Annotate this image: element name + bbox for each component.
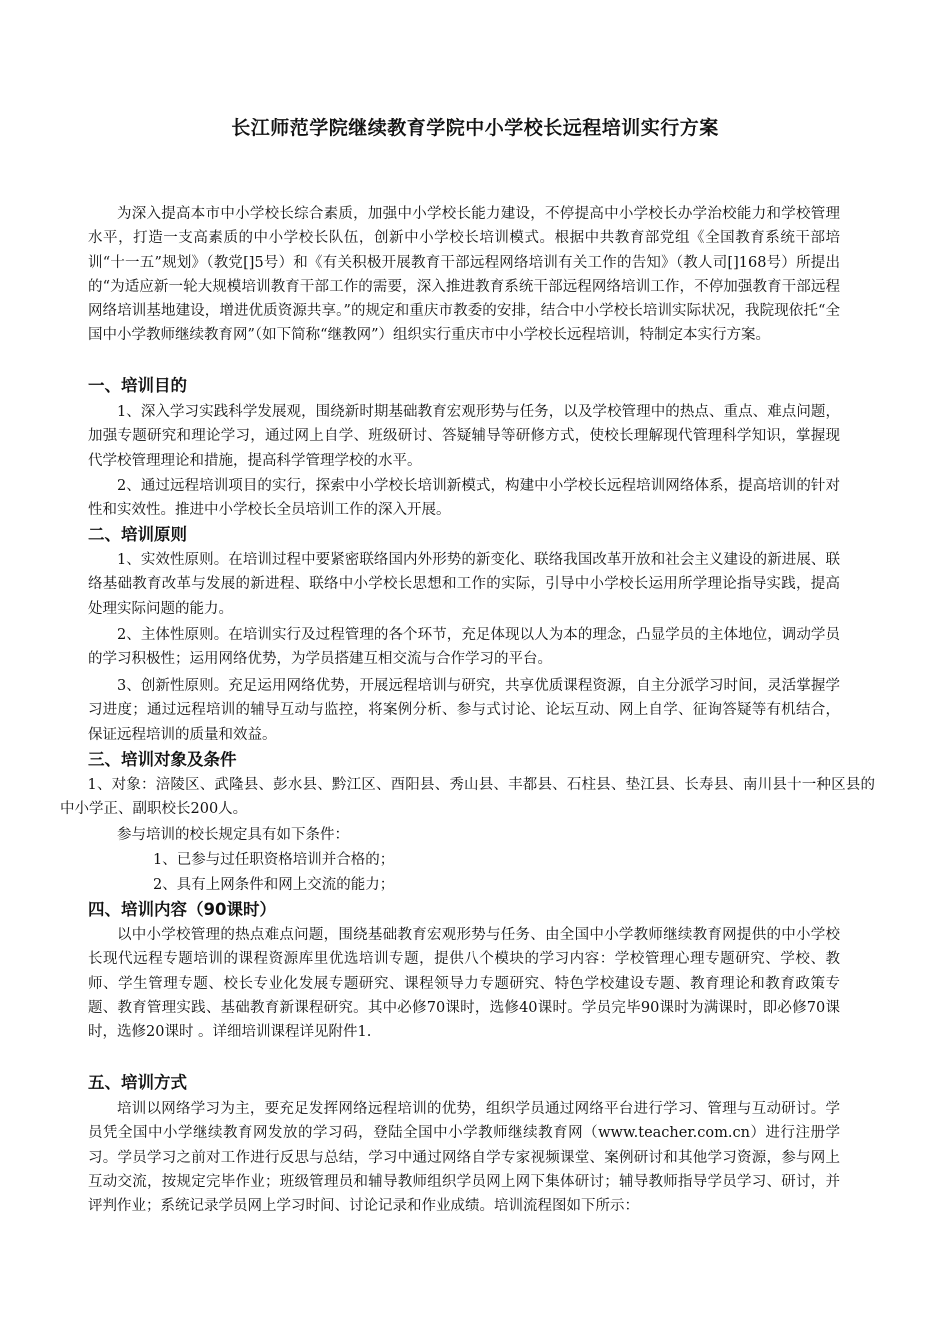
section-1-paragraph-2: 2、通过远程培训项目的实行，探索中小学校长培训新模式，构建中小学校长远程培训网络体系，提高培训的针对性和实效性。推进中小学校长全员培训工作的深入开展。 <box>88 478 840 519</box>
intro-paragraph: 为深入提高本市中小学校长综合素质，加强中小学校长能力建设，不停提高中小学校长办学治校能力和学校管理水平，打造一支高素质的中小学校长队伍，创新中小学校长培训模式。根据中共教育部党组《全国教育系统干部培训“十一五”规划》（教党[]5号）和《有关积极开展教育干部远程网络培训有关工作的告知》（教人司[]168号）所提出的“为适应新一轮大规模培训教育干部工作的需要，深入推进教育系统干部远程网络培训工作，不停加强教育干部远程网络培训基地建设，增进优质资源共享。”的规定和重庆市教委的安排，结合中小学校长培训实际状况，我院现依托“全国中小学教师继续教育网”（如下简称“继教网”）组织实行重庆市中小学校长远程培训，特制定本实行方案。 <box>88 206 840 344</box>
section-1-paragraph-1: 1、深入学习实践科学发展观，围绕新时期基础教育宏观形势与任务，以及学校管理中的热点、重点、难点问题，加强专题研究和理论学习，通过网上自学、班级研讨、答疑辅导等研修方式，使校长理解现代管理科学知识，掌握现代学校管理理论和措施，提高科学管理学校的水平。 <box>88 404 840 469</box>
section-3-paragraph-3: 1、已参与过任职资格培训并合格的； <box>153 852 395 868</box>
section-2-paragraph-1: 1、实效性原则。在培训过程中要紧密联络国内外形势的新变化、联络我国改革开放和社会主义建设的新进展、联络基础教育改革与发展的新进程、联络中小学校长思想和工作的实际，引导中小学校长运用所学理论指导实践，提高处理实际问题的能力。 <box>88 552 840 617</box>
section-heading-content: 四、培训内容（90课时） <box>88 900 276 919</box>
section-heading-purpose: 一、培训目的 <box>88 376 187 395</box>
section-2-paragraph-3: 3、创新性原则。充足运用网络优势，开展远程培训与研究，共享优质课程资源，自主分派学习时间，灵活掌握学习进度；通过远程培训的辅导互动与监控，将案例分析、参与式讨论、论坛互动、网上自学、征询答疑等有机结合，保证远程培训的质量和效益。 <box>88 678 840 743</box>
section-3-paragraph-1: 1、对象：涪陵区、武隆县、彭水县、黔江区、酉阳县、秀山县、丰都县、石柱县、垫江县、长寿县、南川县十一种区县的中小学正、副职校长200人。 <box>60 777 875 818</box>
section-3-paragraph-2: 参与培训的校长规定具有如下条件： <box>117 827 349 843</box>
section-5-paragraph-1: 培训以网络学习为主，要充足发挥网络远程培训的优势，组织学员通过网络平台进行学习、管理与互动研讨。学员凭全国中小学继续教育网发放的学习码，登陆全国中小学教师继续教育网（www.teacher.com.cn）进行注册学习。学员学习之前对工作进行反思与总结，学习中通过网络自学专家视频课堂、案例研讨和其他学习资源，参与网上互动交流，按规定完毕作业；班级管理员和辅导教师组织学员网上网下集体研讨；辅导教师指导学员学习、研讨，并评判作业；系统记录学员网上学习时间、讨论记录和作业成绩。培训流程图如下所示： <box>88 1101 840 1215</box>
section-4-paragraph-1: 以中小学校管理的热点难点问题，围绕基础教育宏观形势与任务、由全国中小学教师继续教育网提供的中小学校长现代远程专题培训的课程资源库里优选培训专题，提供八个模块的学习内容：学校管理心理专题研究、学校、教师、学生管理专题、校长专业化发展专题研究、课程领导力专题研究、特色学校建设专题、教育理论和教育政策专题、教育管理实践、基础教育新课程研究。其中必修70课时，选修40课时。学员完毕90课时为满课时，即必修70课时，选修20课时 。详细培训课程详见附件1. <box>88 927 840 1041</box>
section-2-paragraph-2: 2、主体性原则。在培训实行及过程管理的各个环节，充足体现以人为本的理念，凸显学员的主体地位，调动学员的学习积极性；运用网络优势，为学员搭建互相交流与合作学习的平台。 <box>88 627 840 668</box>
section-heading-method: 五、培训方式 <box>88 1073 187 1092</box>
section-3-paragraph-4: 2、具有上网条件和网上交流的能力； <box>153 877 395 893</box>
section-heading-participants: 三、培训对象及条件 <box>88 750 237 769</box>
section-heading-principles: 二、培训原则 <box>88 525 187 544</box>
document-title: 长江师范学院继续教育学院中小学校长远程培训实行方案 <box>231 117 719 139</box>
